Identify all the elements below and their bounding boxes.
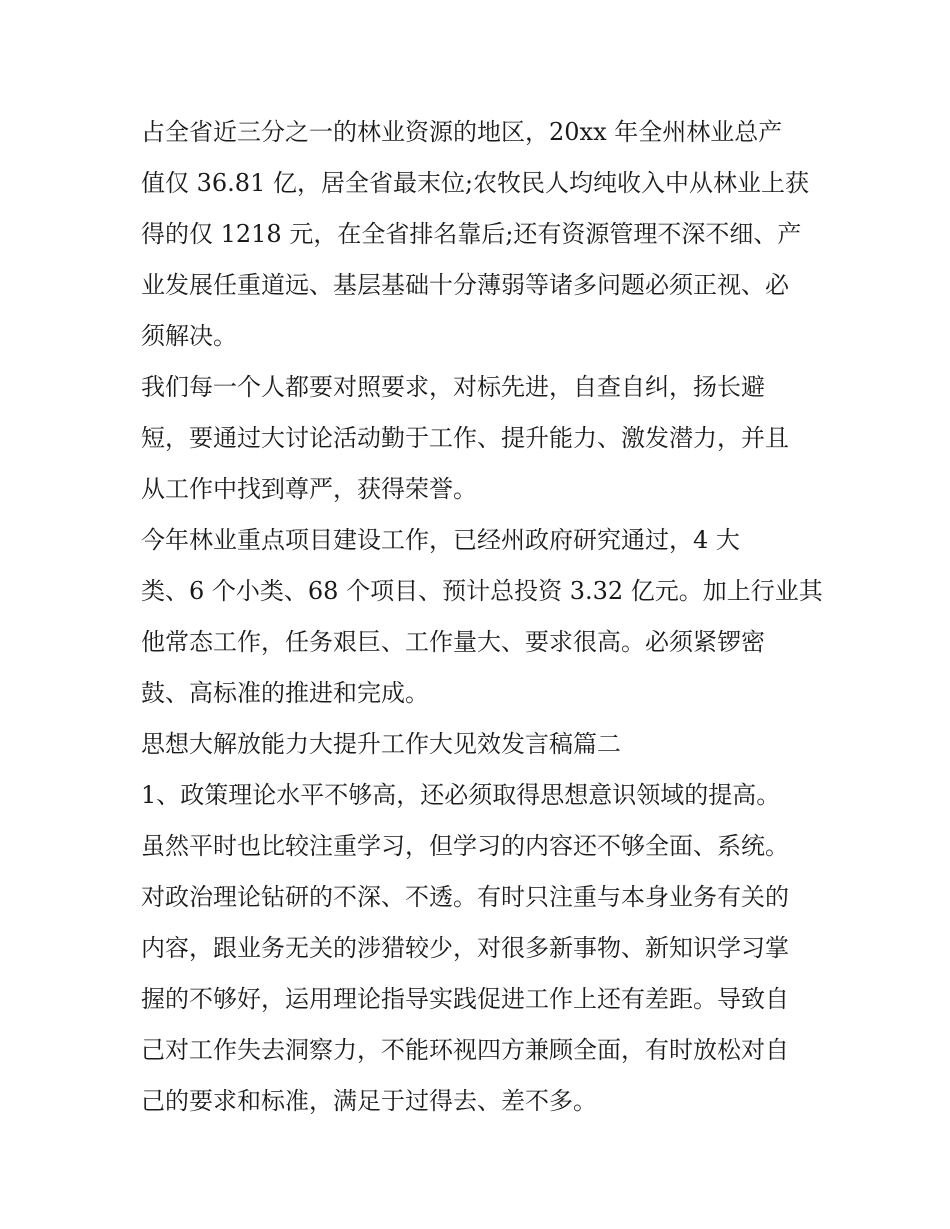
text-line-9: 今年林业重点项目建设工作，已经州政府研究通过，4 大	[141, 526, 740, 554]
text-line-5: 须解决。	[141, 322, 237, 350]
text-line-2: 值仅 36.81 亿，居全省最末位;农牧民人均纯收入中从林业上获	[141, 169, 810, 197]
text-line-16: 对政治理论钻研的不深、不透。有时只注重与本身业务有关的	[141, 883, 789, 911]
document-body	[141, 107, 821, 1127]
text-line-20: 己的要求和标准，满足于过得去、差不多。	[141, 1087, 597, 1115]
text-line-14: 1、政策理论水平不够高，还必须取得思想意识领域的提高。	[141, 781, 781, 809]
section-heading: 思想大解放能力大提升工作大见效发言稿篇二	[141, 730, 621, 758]
text-line-18: 握的不够好，运用理论指导实践促进工作上还有差距。导致自	[141, 985, 789, 1013]
text-line-7: 短，要通过大讨论活动勤于工作、提升能力、激发潜力，并且	[141, 424, 789, 452]
text-line-19: 己对工作失去洞察力，不能环视四方兼顾全面，有时放松对自	[141, 1036, 789, 1064]
text-line-3: 得的仅 1218 元，在全省排名靠后;还有资源管理不深不细、产	[141, 220, 802, 248]
text-line-10: 类、6 个小类、68 个项目、预计总投资 3.32 亿元。加上行业其	[141, 577, 823, 605]
text-line-4: 业发展任重道远、基层基础十分薄弱等诸多问题必须正视、必	[141, 271, 789, 299]
text-line-1: 占全省近三分之一的林业资源的地区，20xx 年全州林业总产	[141, 118, 783, 146]
text-line-15: 虽然平时也比较注重学习，但学习的内容还不够全面、系统。	[141, 832, 789, 860]
text-line-17: 内容，跟业务无关的涉猎较少，对很多新事物、新知识学习掌	[141, 934, 789, 962]
text-line-12: 鼓、高标准的推进和完成。	[141, 679, 429, 707]
text-line-8: 从工作中找到尊严，获得荣誉。	[141, 475, 477, 503]
text-line-11: 他常态工作，任务艰巨、工作量大、要求很高。必须紧锣密	[141, 628, 765, 656]
text-line-6: 我们每一个人都要对照要求，对标先进，自查自纠，扬长避	[141, 373, 765, 401]
